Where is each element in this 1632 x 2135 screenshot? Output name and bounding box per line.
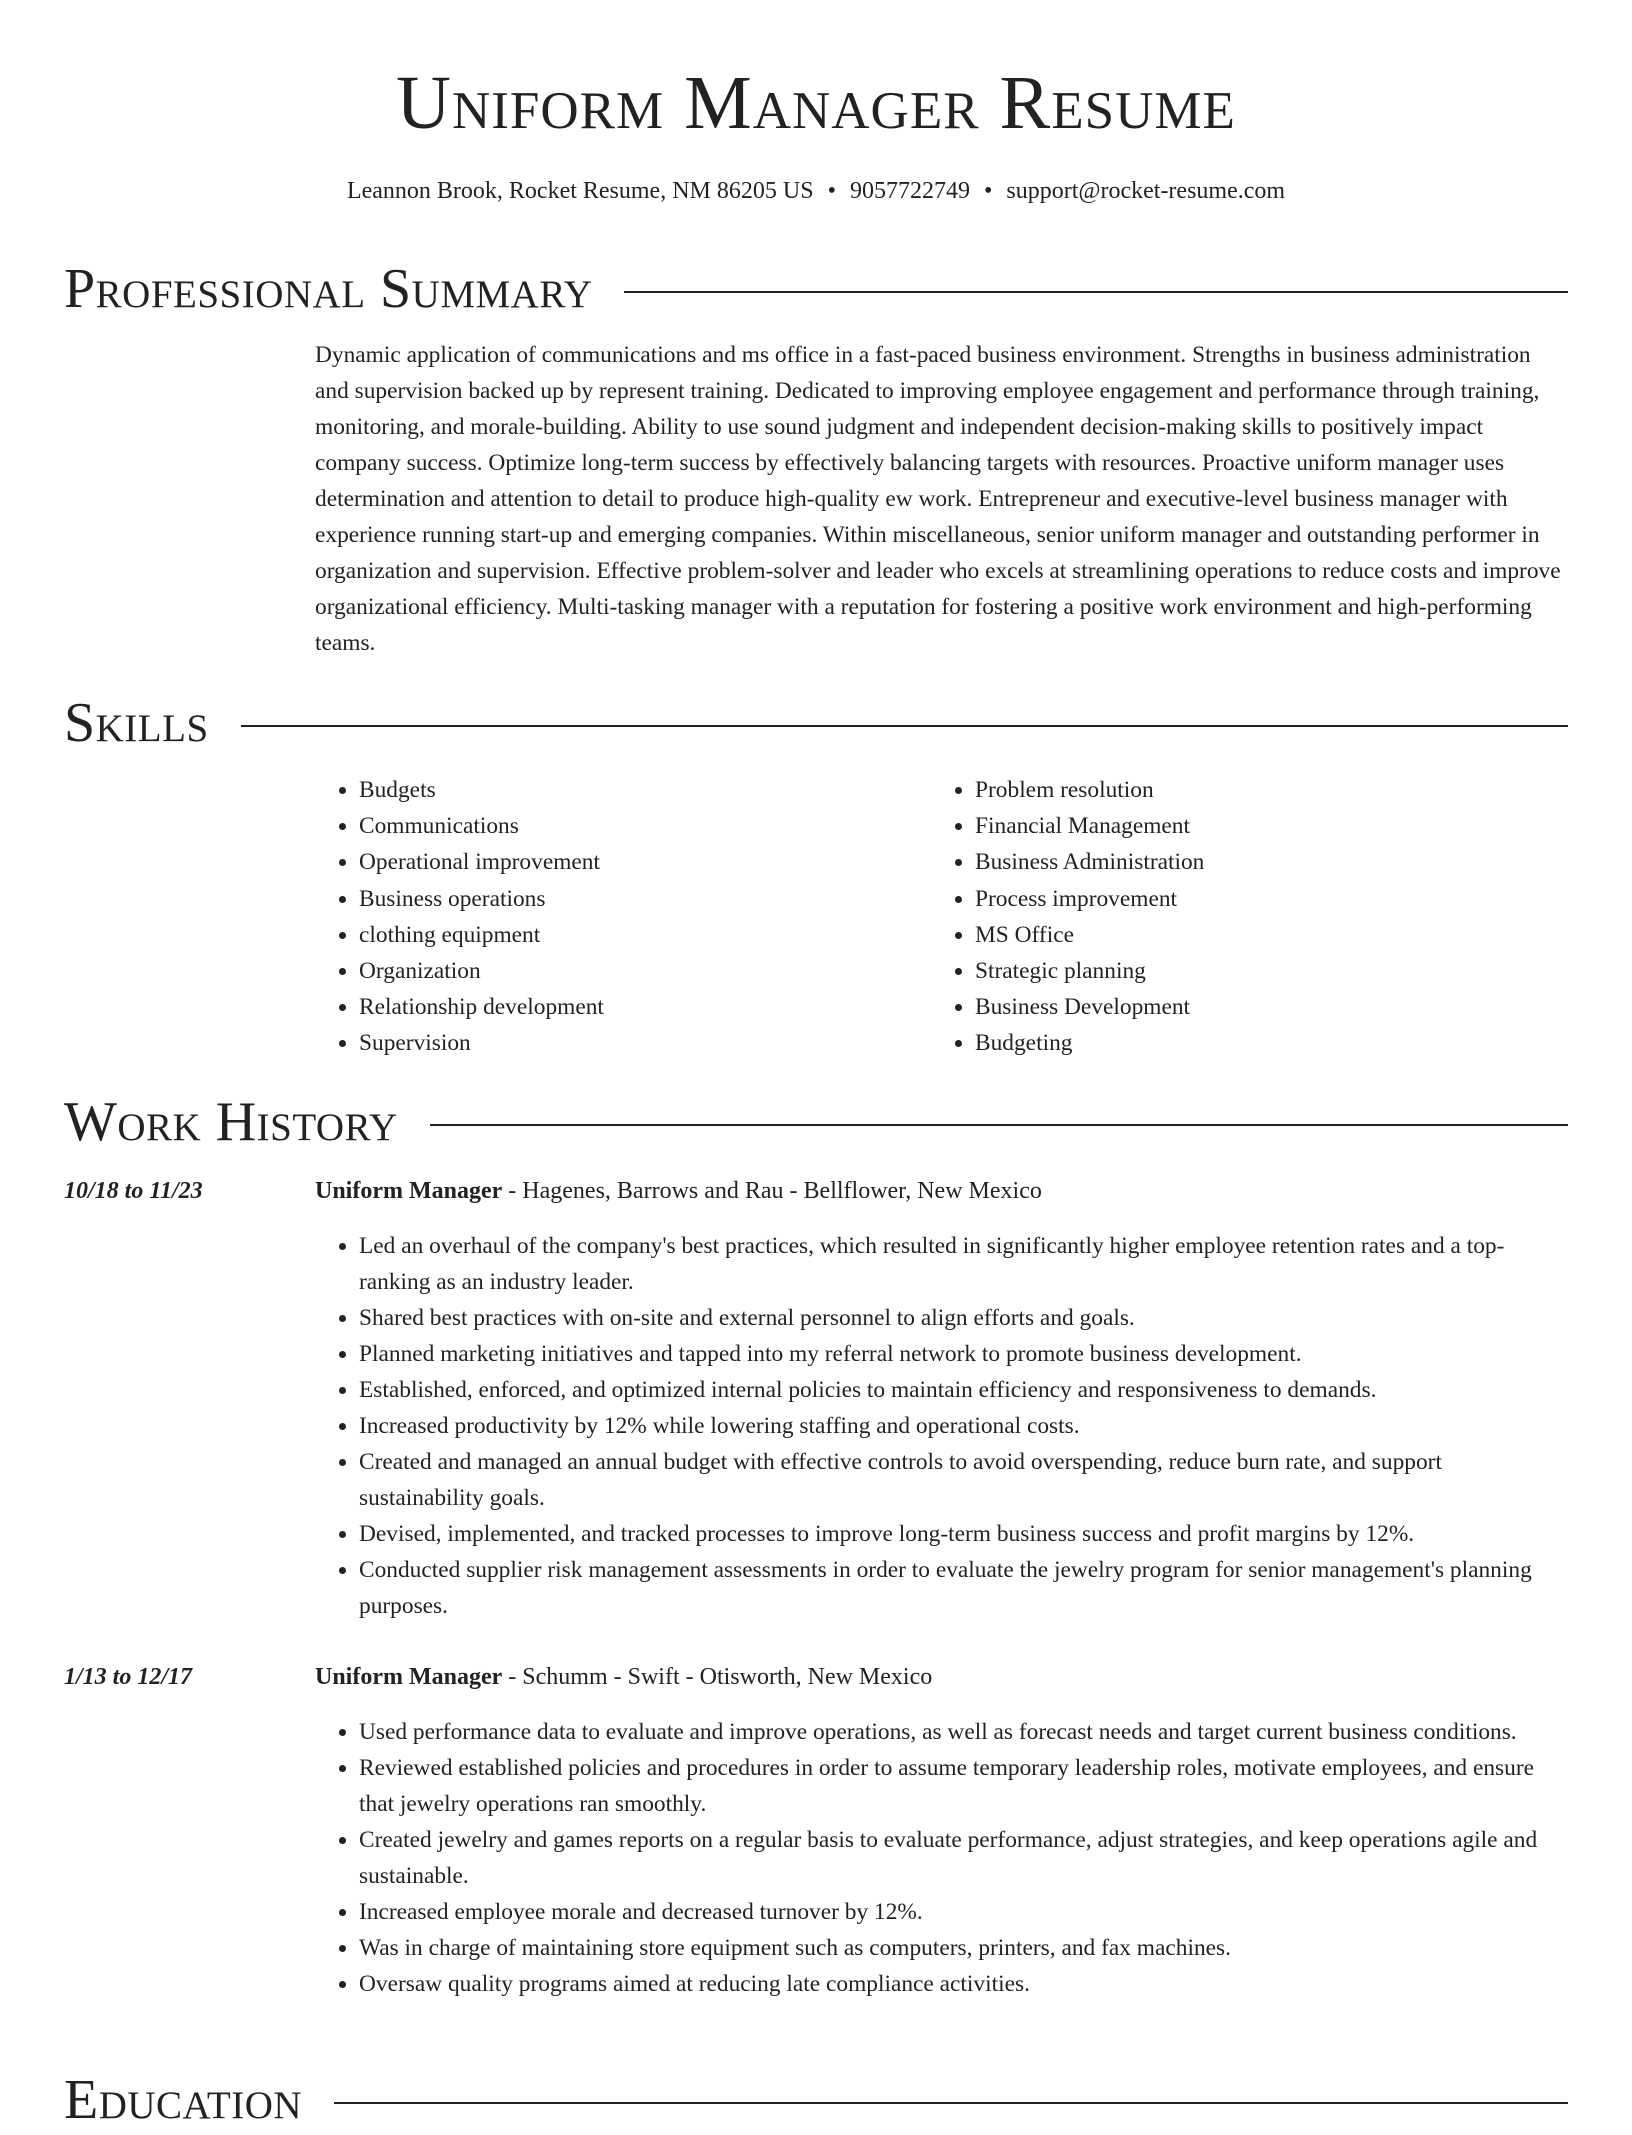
section-divider xyxy=(241,725,1568,727)
skill-item: • MS Office xyxy=(975,917,1535,953)
summary-section-heading xyxy=(64,254,1568,324)
job-title: Uniform Manager xyxy=(315,1664,503,1690)
section-divider xyxy=(624,291,1568,293)
skill-item: • Supervision xyxy=(359,1025,919,1061)
job-dates: 10/18 to 11/23 xyxy=(64,1178,203,1204)
skills-list-right xyxy=(931,772,1535,1062)
section-title-skills: Skills xyxy=(64,692,209,754)
professional-summary-text: Dynamic application of communications and ms office in a fast-paced business environment. Strengths in business administration and supervision backed up by represent training. Dedicated to improving employee engagement and performance through training, monitoring, and morale-building. Ability to use sound judgment and independent decision-making skills to positively impact company success. Optimize long-term success by effectively balancing targets with resources. Proactive uniform manager uses determination and attention to detail to produce high-quality ew work. Entrepreneur and executive-level business manager with experience running start-up and emerging companies. Within miscellaneous, senior uniform manager and outstanding performer in organization and supervision. Effective problem-solver and leader who excels at streamlining operations to reduce costs and improve organizational efficiency. Multi-tasking manager with a reputation for fostering a positive work environment and high-performing teams. xyxy=(315,342,1561,656)
job-bullet: • Oversaw quality programs aimed at reducing late compliance activities. xyxy=(359,1966,1565,2002)
skills-list-left xyxy=(315,772,919,1062)
contact-phone: 9057722749 xyxy=(849,178,970,204)
skill-item: • Process improvement xyxy=(975,881,1535,917)
job-bullet: • Reviewed established policies and procedures in order to assume temporary leadership roles, motivate employees, and ensure that jewelry operations ran smoothly. xyxy=(359,1750,1565,1822)
job-bullet: • Created jewelry and games reports on a regular basis to evaluate performance, adjust strategies, and keep operations agile and sustainable. xyxy=(359,1822,1565,1894)
skill-item: • Relationship development xyxy=(359,989,919,1025)
skill-item: • Organization xyxy=(359,953,919,989)
skill-item: • Budgeting xyxy=(975,1025,1535,1061)
skill-item: • Strategic planning xyxy=(975,953,1535,989)
job-bullet: • Established, enforced, and optimized internal policies to maintain efficiency and responsiveness to demands. xyxy=(359,1372,1565,1408)
contact-address: Leannon Brook, Rocket Resume, NM 86205 US xyxy=(346,178,814,204)
job-bullet: • Used performance data to evaluate and improve operations, as well as forecast needs and target current business conditions. xyxy=(359,1714,1565,1750)
skill-item: • Budgets xyxy=(359,772,919,808)
job-bullet: • Was in charge of maintaining store equipment such as computers, printers, and fax machines. xyxy=(359,1930,1565,1966)
contact-line xyxy=(0,174,1632,208)
job-heading xyxy=(315,1174,1042,1208)
skill-item: • Business operations xyxy=(359,881,919,917)
skill-item: • Financial Management xyxy=(975,808,1535,844)
skill-item: • Operational improvement xyxy=(359,844,919,880)
job-bullet: • Led an overhaul of the company's best practices, which resulted in significantly higher employee retention rates and a top-ranking as an industry leader. xyxy=(359,1228,1565,1300)
contact-separator: • xyxy=(827,178,836,204)
job-employer-location: - Hagenes, Barrows and Rau - Bellflower, New Mexico xyxy=(502,1178,1042,1204)
section-title-work-history: Work History xyxy=(64,1091,398,1153)
skills-section-heading xyxy=(64,688,1568,758)
job-bullet: • Planned marketing initiatives and tapped into my referral network to promote business development. xyxy=(359,1336,1565,1372)
job-bullet: • Increased productivity by 12% while lowering staffing and operational costs. xyxy=(359,1408,1565,1444)
job-responsibilities-list xyxy=(315,1228,1565,1624)
skill-item: • Communications xyxy=(359,808,919,844)
job-responsibilities-list xyxy=(315,1714,1565,2002)
skill-item: • Problem resolution xyxy=(975,772,1535,808)
job-bullet: • Shared best practices with on-site and external personnel to align efforts and goals. xyxy=(359,1300,1565,1336)
education-section-heading xyxy=(64,2065,1568,2135)
skill-item: • Business Development xyxy=(975,989,1535,1025)
job-dates: 1/13 to 12/17 xyxy=(64,1664,193,1690)
job-bullet: • Increased employee morale and decreased turnover by 12%. xyxy=(359,1894,1565,1930)
job-heading xyxy=(315,1660,932,1694)
section-title-summary: Professional Summary xyxy=(64,258,593,320)
contact-email: support@rocket-resume.com xyxy=(1006,178,1286,204)
work-history-section-heading xyxy=(64,1087,1568,1157)
skill-item: • Business Administration xyxy=(975,844,1535,880)
section-title-education: Education xyxy=(64,2069,303,2131)
section-divider xyxy=(430,1124,1568,1126)
job-bullet: • Devised, implemented, and tracked processes to improve long-term business success and profit margins by 12%. xyxy=(359,1516,1565,1552)
section-divider xyxy=(334,2102,1568,2104)
resume-title: Uniform Manager Resume xyxy=(396,61,1236,145)
job-title: Uniform Manager xyxy=(315,1178,503,1204)
job-bullet: • Created and managed an annual budget with effective controls to avoid overspending, reduce burn rate, and support sustainability goals. xyxy=(359,1444,1565,1516)
skill-item: • clothing equipment xyxy=(359,917,919,953)
job-bullet: • Conducted supplier risk management assessments in order to evaluate the jewelry program for senior management's planning purposes. xyxy=(359,1552,1565,1624)
contact-separator: • xyxy=(983,178,993,204)
job-employer-location: - Schumm - Swift - Otisworth, New Mexico xyxy=(502,1664,933,1690)
